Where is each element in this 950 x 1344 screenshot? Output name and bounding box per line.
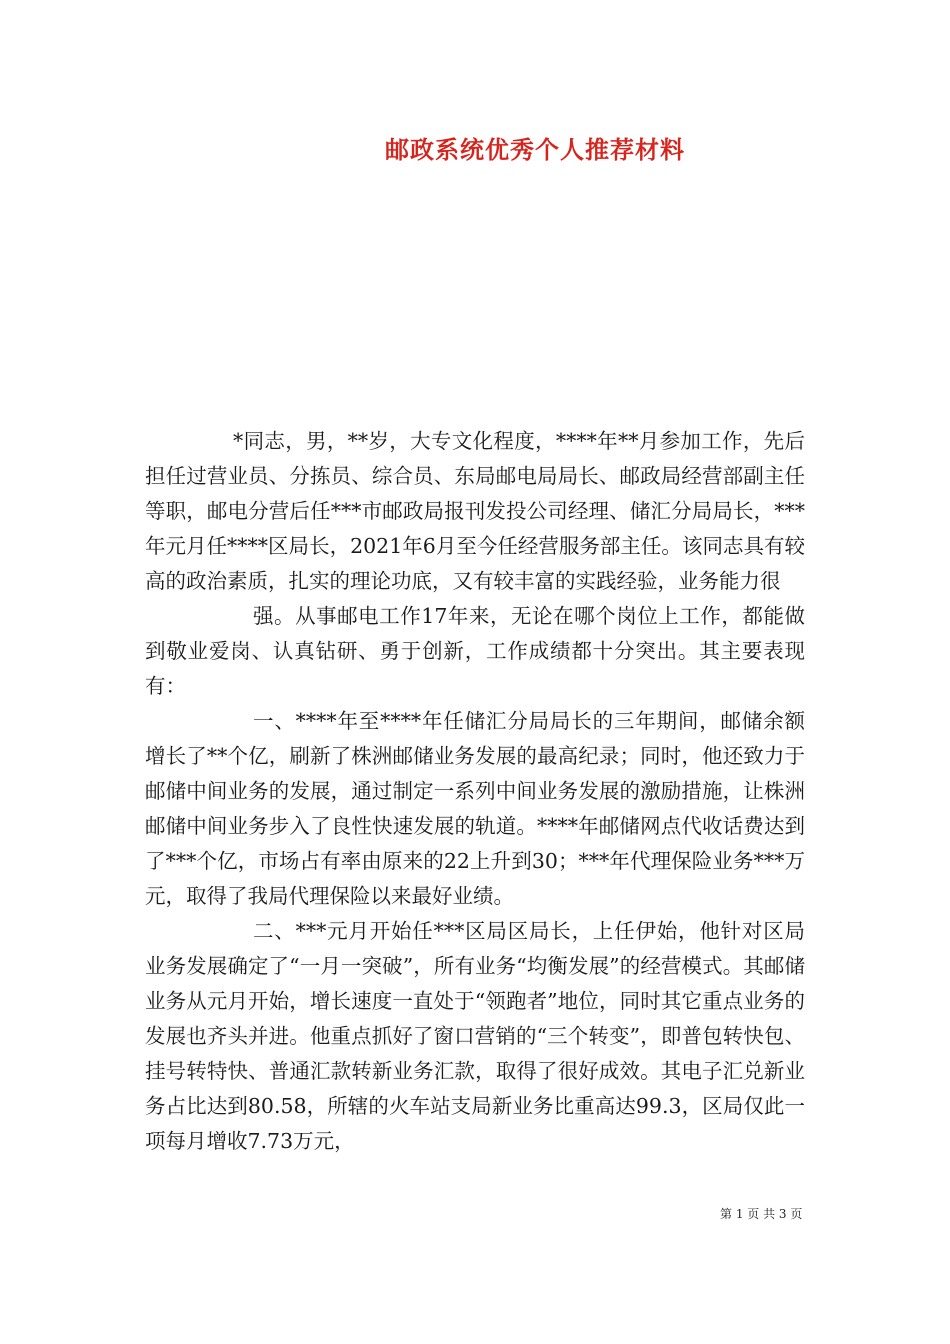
document-title: 邮政系统优秀个人推荐材料 [385,135,685,164]
document-body [145,424,805,1159]
paragraph-continuation: 强。从事邮电工作17年来，无论在哪个岗位上工作，都能做到敬业爱岗、认真钻研、勇于创新，工作成绩都十分突出。其主要表现有： [145,604,805,698]
paragraph-intro: *同志，男，**岁，大专文化程度，****年**月参加工作，先后担任过营业员、分拣员、综合员、东局邮电局局长、邮政局经营部副主任等职，邮电分营后任***市邮政局报刊发投公司经理、储汇分局局长，***年元月任****区局长，2021年6月至今任经营服务部主任。该同志具有较高的政治素质，扎实的理论功底，又有较丰富的实践经验，业务能力很 [145,429,805,593]
page-number-footer: 第 1 页 共 3 页 [720,1207,803,1221]
paragraph-point-two: 二、***元月开始任***区局区局长，上任伊始，他针对区局业务发展确定了“一月一突破”，所有业务“均衡发展”的经营模式。其邮储业务从元月开始，增长速度一直处于“领跑者”地位，同时其它重点业务的发展也齐头并进。他重点抓好了窗口营销的“三个转变”，即普包转快包、挂号转特快、普通汇款转新业务汇款，取得了很好成效。其电子汇兑新业务占比达到80.58，所辖的火车站支局新业务比重高达99.3，区局仅此一项每月增收7.73万元， [145,919,805,1153]
paragraph-point-one: 一、****年至****年任储汇分局局长的三年期间，邮储余额增长了**个亿，刷新了株洲邮储业务发展的最高纪录；同时，他还致力于邮储中间业务的发展，通过制定一系列中间业务发展的激励措施，让株洲邮储中间业务步入了良性快速发展的轨道。****年邮储网点代收话费达到了***个亿，市场占有率由原来的22上升到30；***年代理保险业务***万元，取得了我局代理保险以来最好业绩。 [145,709,805,908]
